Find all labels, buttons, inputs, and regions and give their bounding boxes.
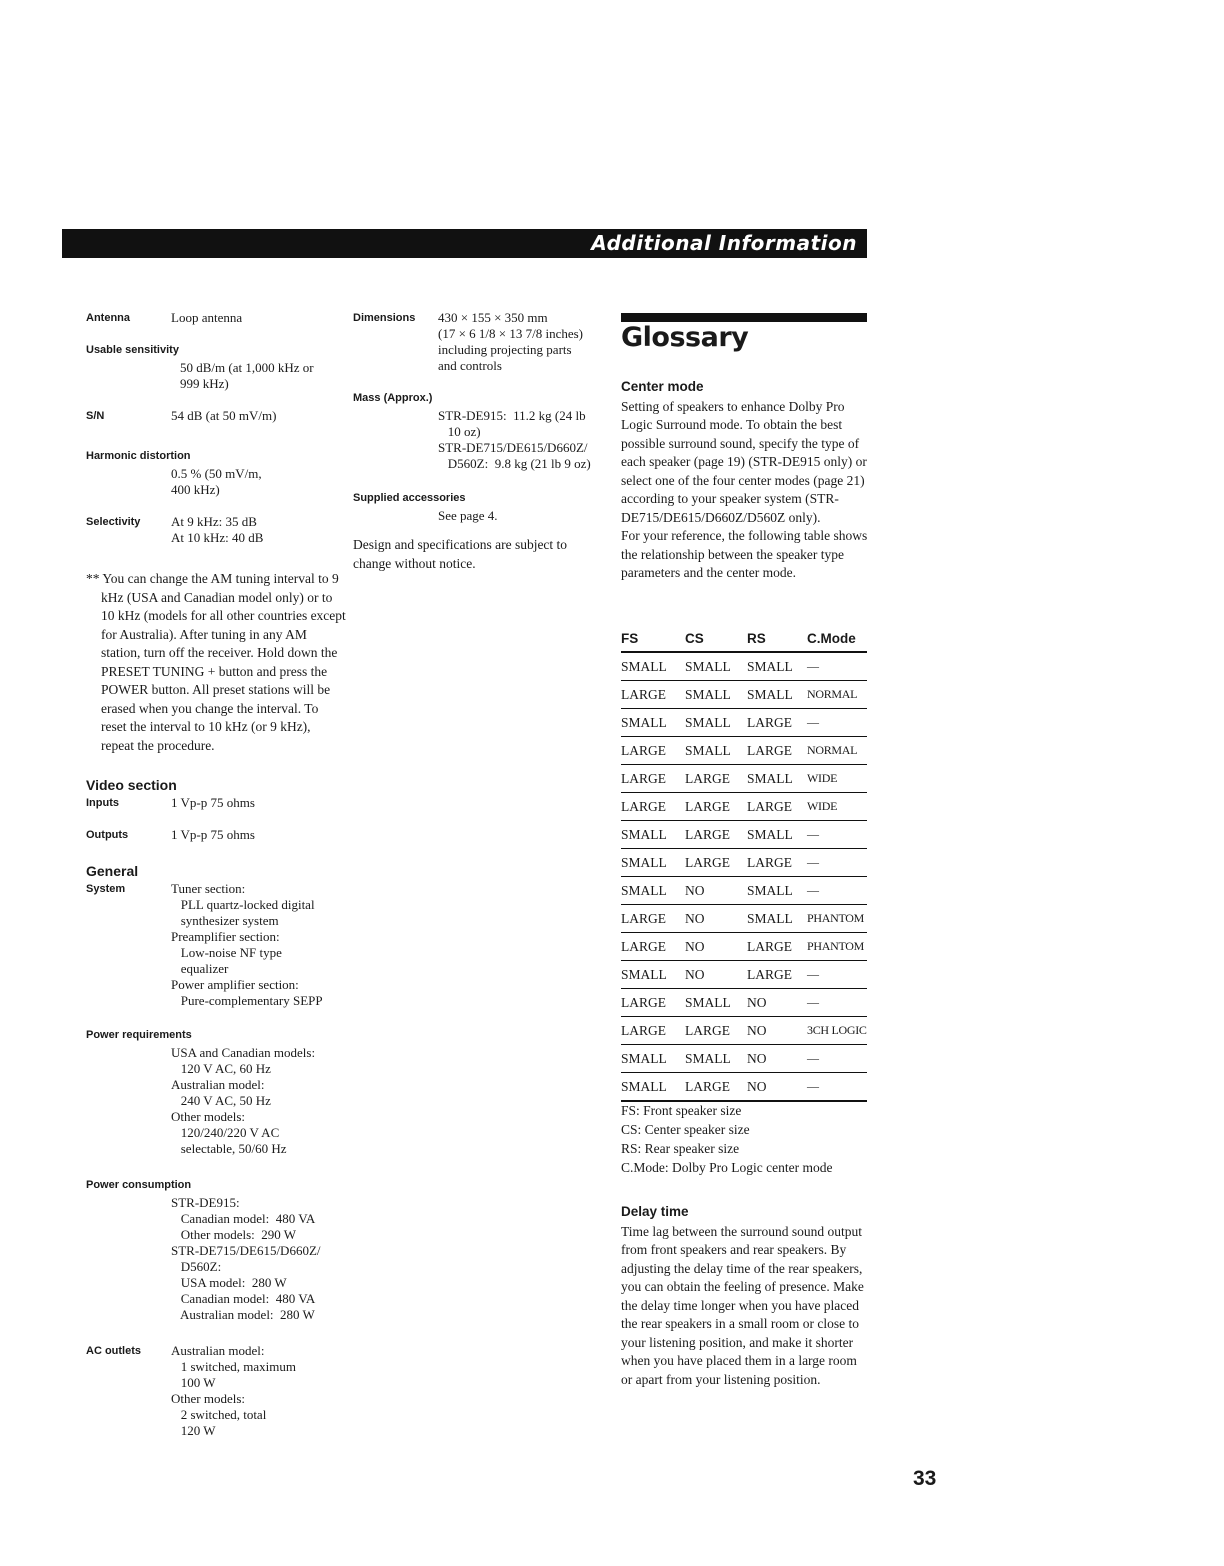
legend-item: RS: Rear speaker size bbox=[621, 1141, 740, 1156]
cell-fs: LARGE bbox=[621, 737, 685, 765]
spec-antenna bbox=[86, 310, 336, 342]
spec-value: Australian model: 1 switched, maximum 100 W Other models: 2 switched, total 120 W bbox=[171, 1343, 296, 1438]
cell-rs: NO bbox=[747, 1045, 807, 1073]
spec-selectivity bbox=[86, 514, 336, 570]
table-row bbox=[621, 1017, 867, 1045]
cell-fs: LARGE bbox=[621, 681, 685, 709]
spec-ac-outlets bbox=[86, 1343, 336, 1443]
cell-rs: LARGE bbox=[747, 849, 807, 877]
cell-cs: NO bbox=[685, 877, 747, 905]
left-column bbox=[86, 310, 346, 1443]
spec-label: Usable sensitivity bbox=[86, 344, 179, 356]
cell-rs: LARGE bbox=[747, 933, 807, 961]
cell-fs: SMALL bbox=[621, 1045, 685, 1073]
video-section-heading: Video section bbox=[86, 777, 177, 793]
center-mode-entry bbox=[621, 378, 871, 583]
table-legend bbox=[621, 1102, 871, 1178]
cell-cmode: 3CH LOGIC bbox=[807, 1017, 867, 1045]
delay-time-heading: Delay time bbox=[621, 1204, 689, 1219]
cell-cmode: — bbox=[807, 821, 867, 849]
spec-value: Loop antenna bbox=[171, 310, 243, 325]
table-row bbox=[621, 765, 867, 793]
spec-value: STR-DE915: Canadian model: 480 VA Other models: 290 W STR-DE715/DE615/D660Z/ D560Z: USA model: 280 W Canadian model: 480 VA Australian model: 280 W bbox=[171, 1195, 321, 1322]
spec-label: Outputs bbox=[86, 829, 129, 841]
table-row bbox=[621, 905, 867, 933]
cell-cmode: — bbox=[807, 849, 867, 877]
spec-value: 1 Vp-p 75 ohms bbox=[171, 827, 255, 842]
section-title: Additional Information bbox=[591, 231, 857, 255]
table-row bbox=[621, 933, 867, 961]
cell-cs: SMALL bbox=[685, 652, 747, 681]
legend-item: CS: Center speaker size bbox=[621, 1122, 750, 1137]
spec-label: Antenna bbox=[86, 312, 130, 324]
glossary-title: Glossary bbox=[621, 322, 749, 353]
cell-fs: SMALL bbox=[621, 709, 685, 737]
table-row bbox=[621, 989, 867, 1017]
cell-cs: SMALL bbox=[685, 1045, 747, 1073]
specs-disclaimer: Design and specifications are subject to change without notice. bbox=[353, 537, 568, 571]
cell-rs: SMALL bbox=[747, 652, 807, 681]
spec-value: Tuner section: PLL quartz-locked digital synthesizer system Preamplifier section: Low-noise NF type equalizer Power amplifier section: Pure-complementary SEPP bbox=[171, 881, 323, 1008]
cell-rs: SMALL bbox=[747, 765, 807, 793]
spec-value: USA and Canadian models: 120 V AC, 60 Hz Australian model: 240 V AC, 50 Hz Other models: 120/240/220 V AC selectable, 50/60 Hz bbox=[171, 1045, 316, 1156]
cell-cmode: PHANTOM bbox=[807, 933, 867, 961]
cell-fs: LARGE bbox=[621, 905, 685, 933]
cell-fs: SMALL bbox=[621, 652, 685, 681]
center-mode-text: Setting of speakers to enhance Dolby Pro Logic Surround mode. To obtain the best possible surround sound, specify the type of each speaker (page 19) (STR-DE915 only) or select one of the four center modes (page 21) according to your speaker system (STR-DE715/DE615/D660Z/D560Z only). For your reference, the following table shows the relationship between the speaker type parameters and the center mode. bbox=[621, 398, 868, 580]
cell-rs: NO bbox=[747, 1073, 807, 1102]
cell-fs: SMALL bbox=[621, 821, 685, 849]
cell-cmode: WIDE bbox=[807, 765, 867, 793]
spec-label: Power requirements bbox=[86, 1029, 192, 1041]
table-row bbox=[621, 821, 867, 849]
cell-fs: SMALL bbox=[621, 1073, 685, 1102]
header-rs: RS bbox=[747, 625, 807, 652]
header-cs: CS bbox=[685, 625, 747, 652]
spec-value: 0.5 % (50 mV/m, 400 kHz) bbox=[171, 466, 262, 497]
table-row bbox=[621, 961, 867, 989]
spec-outputs bbox=[86, 827, 336, 859]
header-fs: FS bbox=[621, 625, 685, 652]
cell-rs: SMALL bbox=[747, 877, 807, 905]
spec-value: 1 Vp-p 75 ohms bbox=[171, 795, 255, 810]
cell-cmode: — bbox=[807, 652, 867, 681]
cell-cmode: WIDE bbox=[807, 793, 867, 821]
cell-cs: LARGE bbox=[685, 765, 747, 793]
general-heading: General bbox=[86, 863, 139, 879]
spec-label: Inputs bbox=[86, 797, 119, 809]
spec-value: 50 dB/m (at 1,000 kHz or 999 kHz) bbox=[180, 360, 314, 391]
spec-label: Mass (Approx.) bbox=[353, 392, 433, 404]
cell-cmode: NORMAL bbox=[807, 681, 867, 709]
cell-fs: SMALL bbox=[621, 849, 685, 877]
legend-item: FS: Front speaker size bbox=[621, 1103, 742, 1118]
spec-system bbox=[86, 881, 336, 1027]
section-header-bar bbox=[62, 229, 867, 258]
spec-value: STR-DE915: 11.2 kg (24 lb 10 oz) STR-DE715/DE615/D660Z/ D560Z: 9.8 kg (21 lb 9 oz) bbox=[438, 408, 591, 471]
cell-cs: LARGE bbox=[685, 821, 747, 849]
spec-label: Power consumption bbox=[86, 1179, 192, 1191]
cell-rs: NO bbox=[747, 1017, 807, 1045]
middle-column bbox=[353, 310, 598, 573]
cell-cmode: — bbox=[807, 709, 867, 737]
spec-label: System bbox=[86, 883, 126, 895]
cell-rs: LARGE bbox=[747, 793, 807, 821]
cell-cmode: NORMAL bbox=[807, 737, 867, 765]
spec-label: S/N bbox=[86, 410, 105, 422]
cell-cmode: — bbox=[807, 961, 867, 989]
table-row bbox=[621, 877, 867, 905]
cell-cs: SMALL bbox=[685, 681, 747, 709]
cell-cs: SMALL bbox=[685, 989, 747, 1017]
spec-label: AC outlets bbox=[86, 1345, 141, 1357]
spec-label: Selectivity bbox=[86, 516, 141, 528]
spec-sn bbox=[86, 408, 336, 448]
glossary-rule bbox=[621, 313, 867, 322]
spec-value: 54 dB (at 50 mV/m) bbox=[171, 408, 277, 423]
cell-cmode: — bbox=[807, 1045, 867, 1073]
cell-cs: SMALL bbox=[685, 737, 747, 765]
spec-value: At 9 kHz: 35 dB At 10 kHz: 40 dB bbox=[171, 514, 264, 545]
cell-fs: SMALL bbox=[621, 961, 685, 989]
cell-rs: LARGE bbox=[747, 737, 807, 765]
cell-rs: SMALL bbox=[747, 905, 807, 933]
cell-cs: NO bbox=[685, 961, 747, 989]
cell-rs: LARGE bbox=[747, 961, 807, 989]
table-row bbox=[621, 1045, 867, 1073]
header-cmode: C.Mode bbox=[807, 625, 867, 652]
cell-rs: NO bbox=[747, 989, 807, 1017]
cell-cs: LARGE bbox=[685, 1017, 747, 1045]
cell-cmode: — bbox=[807, 877, 867, 905]
spec-value: 430 × 155 × 350 mm (17 × 6 1/8 × 13 7/8 inches) including projecting parts and controls bbox=[438, 310, 584, 373]
cell-cmode: — bbox=[807, 1073, 867, 1102]
cell-fs: LARGE bbox=[621, 793, 685, 821]
cell-cs: NO bbox=[685, 933, 747, 961]
cell-cs: LARGE bbox=[685, 793, 747, 821]
spec-label: Harmonic distortion bbox=[86, 450, 191, 462]
spec-label: Supplied accessories bbox=[353, 492, 466, 504]
table-row bbox=[621, 737, 867, 765]
cell-cs: NO bbox=[685, 905, 747, 933]
cell-rs: SMALL bbox=[747, 821, 807, 849]
cell-cmode: PHANTOM bbox=[807, 905, 867, 933]
cell-cmode: — bbox=[807, 989, 867, 1017]
spec-dimensions bbox=[353, 310, 598, 390]
cell-fs: LARGE bbox=[621, 765, 685, 793]
table-row bbox=[621, 681, 867, 709]
delay-time-text: Time lag between the surround sound output from front speakers and rear speakers. By adjusting the delay time of the rear speakers, you can obtain the feeling of presence. Make the delay time longer when you have placed the rear speakers in a small room or close to your listening position, and make it shorter when you have placed them in a large room or apart from your listening position. bbox=[621, 1223, 864, 1387]
am-tuning-note: ** You can change the AM tuning interval to 9 kHz (USA and Canadian model only) or to 10 kHz (models for all other countries except for Australia). After tuning in any AM station, turn off the receiver. Hold down the PRESET TUNING + button and press the POWER button. All preset stations will be erased when you change the interval. To reset the interval to 10 kHz (or 9 kHz), repeat the procedure. bbox=[86, 571, 346, 753]
table-header-row bbox=[621, 625, 867, 652]
table-row bbox=[621, 849, 867, 877]
spec-inputs bbox=[86, 795, 336, 827]
table-row bbox=[621, 793, 867, 821]
spec-label: Dimensions bbox=[353, 312, 416, 324]
table-row bbox=[621, 1073, 867, 1102]
cell-fs: LARGE bbox=[621, 989, 685, 1017]
cell-cs: LARGE bbox=[685, 1073, 747, 1102]
legend-item: C.Mode: Dolby Pro Logic center mode bbox=[621, 1160, 833, 1175]
spec-value: See page 4. bbox=[438, 508, 498, 523]
center-mode-table bbox=[621, 625, 867, 1102]
center-mode-heading: Center mode bbox=[621, 379, 704, 394]
cell-fs: SMALL bbox=[621, 877, 685, 905]
table-row bbox=[621, 652, 867, 681]
cell-cs: SMALL bbox=[685, 709, 747, 737]
cell-rs: LARGE bbox=[747, 709, 807, 737]
cell-fs: LARGE bbox=[621, 1017, 685, 1045]
cell-fs: LARGE bbox=[621, 933, 685, 961]
cell-rs: SMALL bbox=[747, 681, 807, 709]
cell-cs: LARGE bbox=[685, 849, 747, 877]
table-row bbox=[621, 709, 867, 737]
delay-time-entry bbox=[621, 1203, 871, 1389]
page-number: 33 bbox=[913, 1467, 937, 1490]
